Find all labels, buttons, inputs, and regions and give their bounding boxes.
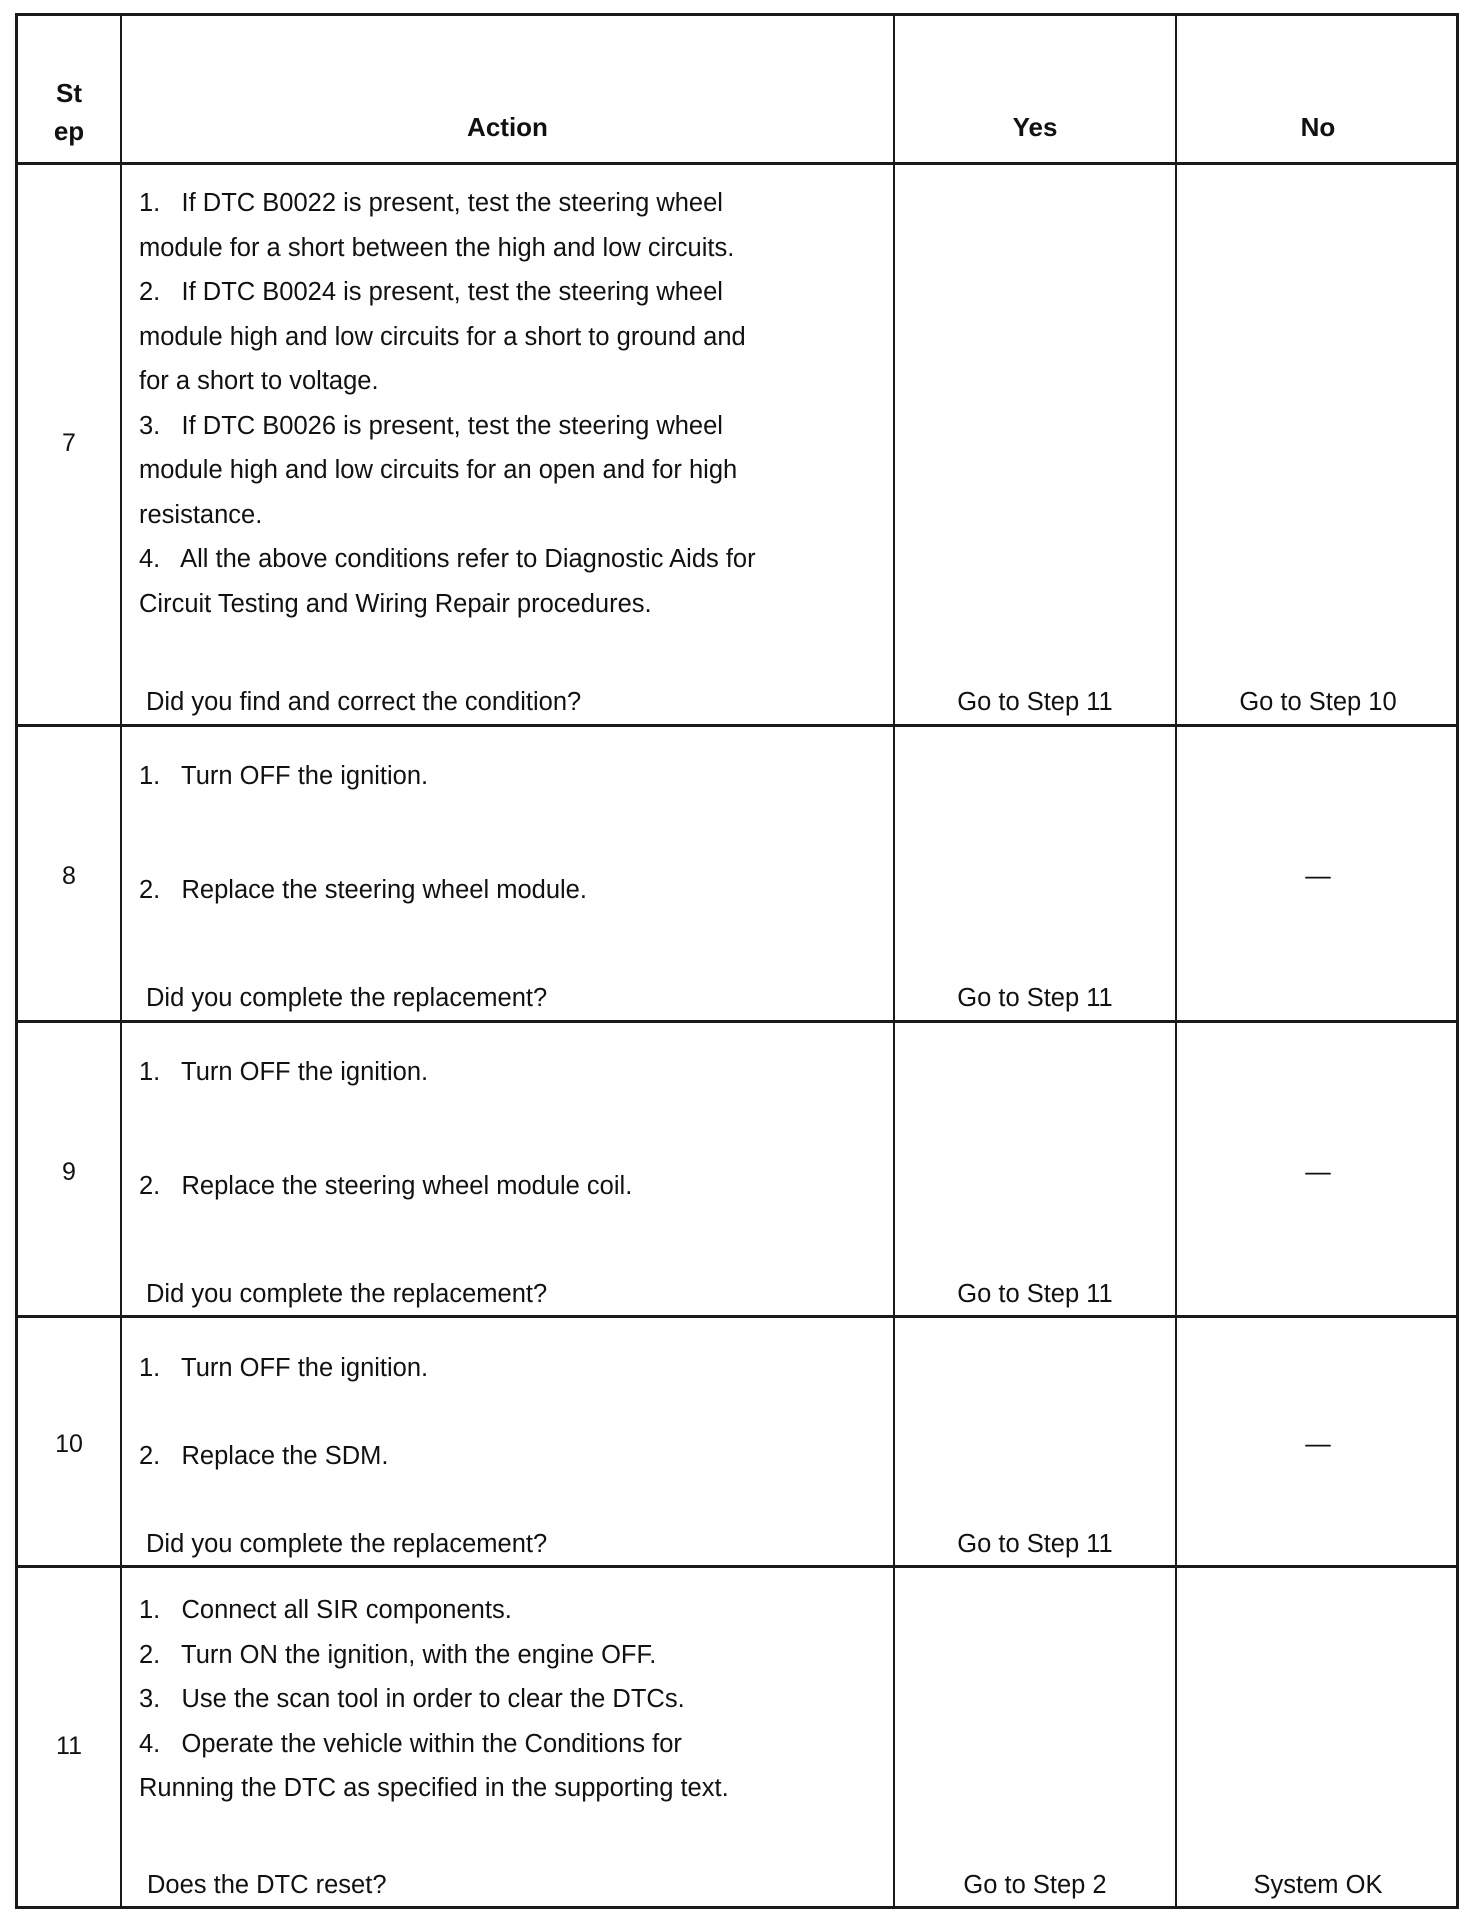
action-line: 3. Use the scan tool in order to clear the DTCs. [139,1685,685,1713]
step-number: 7 [62,429,76,457]
header-step-line2: ep [53,116,85,146]
question: Did you complete the replacement? [146,984,548,1012]
row-divider [18,724,1456,727]
row-divider [18,1315,1456,1318]
action-line: 2. Replace the steering wheel module. [139,876,587,904]
no-result: — [1305,862,1331,890]
header-no: No [1300,112,1336,142]
yes-result: Go to Step 11 [957,984,1113,1012]
action-line: Circuit Testing and Wiring Repair procedures. [139,589,652,618]
row-divider [18,162,1456,165]
action-line: 1. Connect all SIR components. [139,1596,512,1624]
no-result: System OK [1253,1871,1383,1899]
yes-result: Go to Step 11 [957,1280,1113,1308]
header-action: Action [467,112,548,142]
no-result: — [1305,1430,1331,1458]
step-number: 9 [62,1158,76,1186]
action-line: module for a short between the high and low circuits. [139,233,735,262]
yes-result: Go to Step 2 [963,1871,1107,1899]
action-line: 1. Turn OFF the ignition. [139,1354,429,1382]
yes-result: Go to Step 11 [957,1530,1113,1558]
step-number: 8 [62,862,76,890]
action-list [139,1588,729,1811]
header-yes: Yes [1012,112,1058,142]
action-line: module high and low circuits for a short to ground and [139,322,746,351]
question: Does the DTC reset? [147,1871,387,1899]
row-divider [18,1020,1456,1023]
question: Did you complete the replacement? [146,1280,548,1308]
question: Did you complete the replacement? [146,1530,548,1558]
action-line: 1. Turn OFF the ignition. [139,1058,429,1086]
row-divider [18,1565,1456,1568]
column-divider [120,16,122,1906]
action-line: 1. If DTC B0022 is present, test the steering wheel [139,189,723,217]
action-line: 2. Turn ON the ignition, with the engine OFF. [139,1640,657,1669]
diagnostic-table [15,13,1459,1909]
no-result: — [1305,1158,1331,1186]
header-step [18,74,120,150]
action-line: 1. Turn OFF the ignition. [139,762,429,790]
action-line: 2. Replace the SDM. [139,1442,389,1470]
action-list [139,181,756,626]
action-line: 4. Operate the vehicle within the Conditions for [139,1729,682,1758]
action-line: 3. If DTC B0026 is present, test the steering wheel [139,411,723,440]
action-line: 2. Replace the steering wheel module coil. [139,1172,633,1200]
column-divider [1175,16,1177,1906]
yes-result: Go to Step 11 [957,688,1113,716]
no-result: Go to Step 10 [1239,688,1397,716]
action-line: 2. If DTC B0024 is present, test the steering wheel [139,278,723,306]
step-number: 11 [56,1732,82,1760]
action-line: resistance. [139,500,263,529]
action-line: 4. All the above conditions refer to Diagnostic Aids for [139,545,756,573]
action-line: Running the DTC as specified in the supporting text. [139,1774,729,1802]
column-divider [893,16,895,1906]
action-line: module high and low circuits for an open and for high [139,456,738,484]
question: Did you find and correct the condition? [146,688,582,716]
header-step-line1: St [56,78,82,108]
action-line: for a short to voltage. [139,367,379,395]
step-number: 10 [55,1430,83,1458]
